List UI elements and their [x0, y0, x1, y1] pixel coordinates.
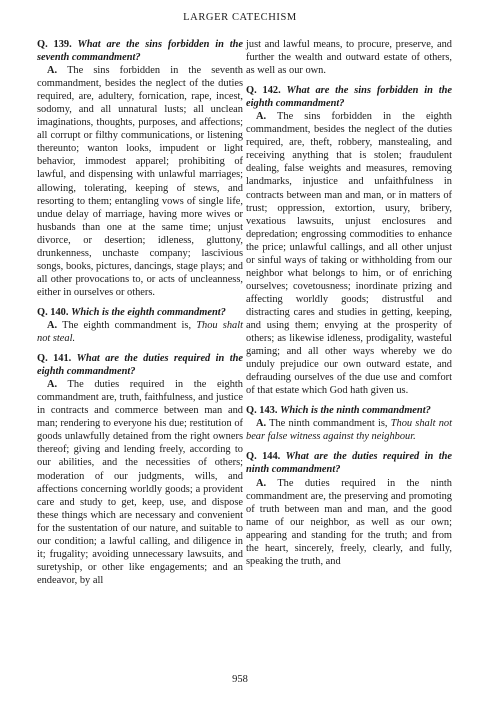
question-text: What are the duties required in the ninth commandment?	[246, 451, 452, 476]
right-column	[246, 38, 452, 568]
question-number: Q. 140.	[37, 306, 69, 318]
question-number: Q. 142.	[246, 85, 281, 97]
question-text: What are the duties required in the eighth commandment?	[37, 353, 243, 378]
question-text: What are the sins forbidden in the eighth commandment?	[246, 85, 452, 110]
answer-141	[37, 378, 243, 587]
answer-marker: A.	[47, 319, 58, 331]
question-139	[37, 38, 243, 64]
answer-141-continuation: just and lawful means, to procure, preserve, and further the wealth and outward estate of others, as well as our own.	[246, 39, 452, 77]
question-142	[246, 84, 452, 110]
answer-marker: A.	[256, 418, 267, 430]
answer-text: The duties required in the eighth commandment are, truth, faithfulness, and justice in contracts and commerce between man and man; rendering to everyone his due; restitution of goods unlawfully detained from the right owners thereof; giving and lending freely, according to our abilities, and the necessities of others; moderation of our judgments, wills, and affections concerning worldly goods; a provident care and study to get, keep, use, and dispose these things which are necessary and convenient for the sustentation of our nature, and suitable to our condition; a lawful calling, and diligence in it; frugality; avoiding unnecessary lawsuits, and suretyship, or other like engagements; and an endeavor, by all	[37, 379, 243, 586]
commandment-quote: Thou shalt not steal.	[37, 319, 244, 345]
question-text: Which is the eighth commandment?	[71, 306, 226, 318]
running-header: LARGER CATECHISM	[183, 12, 297, 23]
question-number: Q. 144.	[246, 451, 281, 463]
question-140	[37, 306, 243, 319]
page-number: 958	[232, 674, 248, 685]
answer-marker: A.	[256, 477, 267, 489]
answer-139	[37, 64, 243, 299]
answer-text: The sins forbidden in the seventh commandment, besides the neglect of the duties required, are, adultery, fornication, rape, incest, sodomy, and all unnatural lusts; all unclean imaginations, thoughts, purposes, and affections; all corrupt or filthy communications, or listening thereunto; wanton looks, impudent or light behavior, immodest apparel; prohibiting of lawful, and dispensing with unlawful marriages; allowing, tolerating, keeping of stews, and resorting to them; entangling vows of single life, undue delay of marriage, having more wives or husbands than one at the same time; unjust divorce, or desertion; idleness, gluttony, drunkenness, unchaste company; lascivious songs, books, pictures, dancings, stage plays; and all other provocations to, or acts of uncleanness, either in ourselves or others.	[37, 65, 243, 298]
answer-text: The duties required in the ninth commandment are, the preserving and promoting of truth between man and man, and the good name of our neighbor, as well as our own; appearing and standing for the truth; and from the heart, sincerely, freely, clearly, and fully, speaking the truth, and	[246, 477, 452, 567]
question-number: Q. 139.	[37, 39, 72, 50]
answer-marker: A.	[47, 65, 58, 77]
question-number: Q. 141.	[37, 353, 72, 365]
answer-marker: A.	[47, 379, 58, 391]
answer-140	[37, 319, 243, 345]
answer-144	[246, 477, 452, 568]
answer-142	[246, 110, 452, 397]
answer-text: The sins forbidden in the eighth commandment, besides the neglect of the duties required, are, theft, robbery, manstealing, and receiving anything that is stolen; fraudulent dealing, false weights and measures, removing landmarks, injustice and unfaithfulness in contracts between man and man, or in matters of trust; oppression, extortion, usury, bribery, vexatious lawsuits, unjust enclosures and depredation; engrossing commodities to enhance the price; unlawful callings, and all other unjust or sinful ways of taking or withholding from our neighbor what belongs to him, or of enriching ourselves; covetousness; inordinate prizing and affecting worldly goods; distrustful and distracting cares and studies in getting, keeping, and using them; envying at the prosperity of others; as likewise idleness, prodigality, wasteful gaming; and all other ways whereby we do unduly prejudice our own outward estate, and defrauding ourselves of the due use and comfort of that estate which God hath given us.	[246, 111, 452, 397]
question-144	[246, 450, 452, 476]
answer-marker: A.	[256, 111, 267, 123]
question-141	[37, 352, 243, 378]
question-text: Which is the ninth commandment?	[280, 405, 431, 417]
question-143	[246, 404, 452, 417]
answer-143	[246, 417, 452, 443]
left-column	[37, 38, 243, 587]
answer-text: The eighth commandment is,	[62, 319, 192, 331]
question-number: Q. 143.	[246, 405, 278, 417]
question-text: What are the sins forbidden in the seventh commandment?	[37, 39, 243, 64]
answer-text: The ninth commandment is,	[269, 418, 388, 430]
commandment-quote: Thou shalt not bear false witness against thy neighbour.	[246, 418, 452, 443]
